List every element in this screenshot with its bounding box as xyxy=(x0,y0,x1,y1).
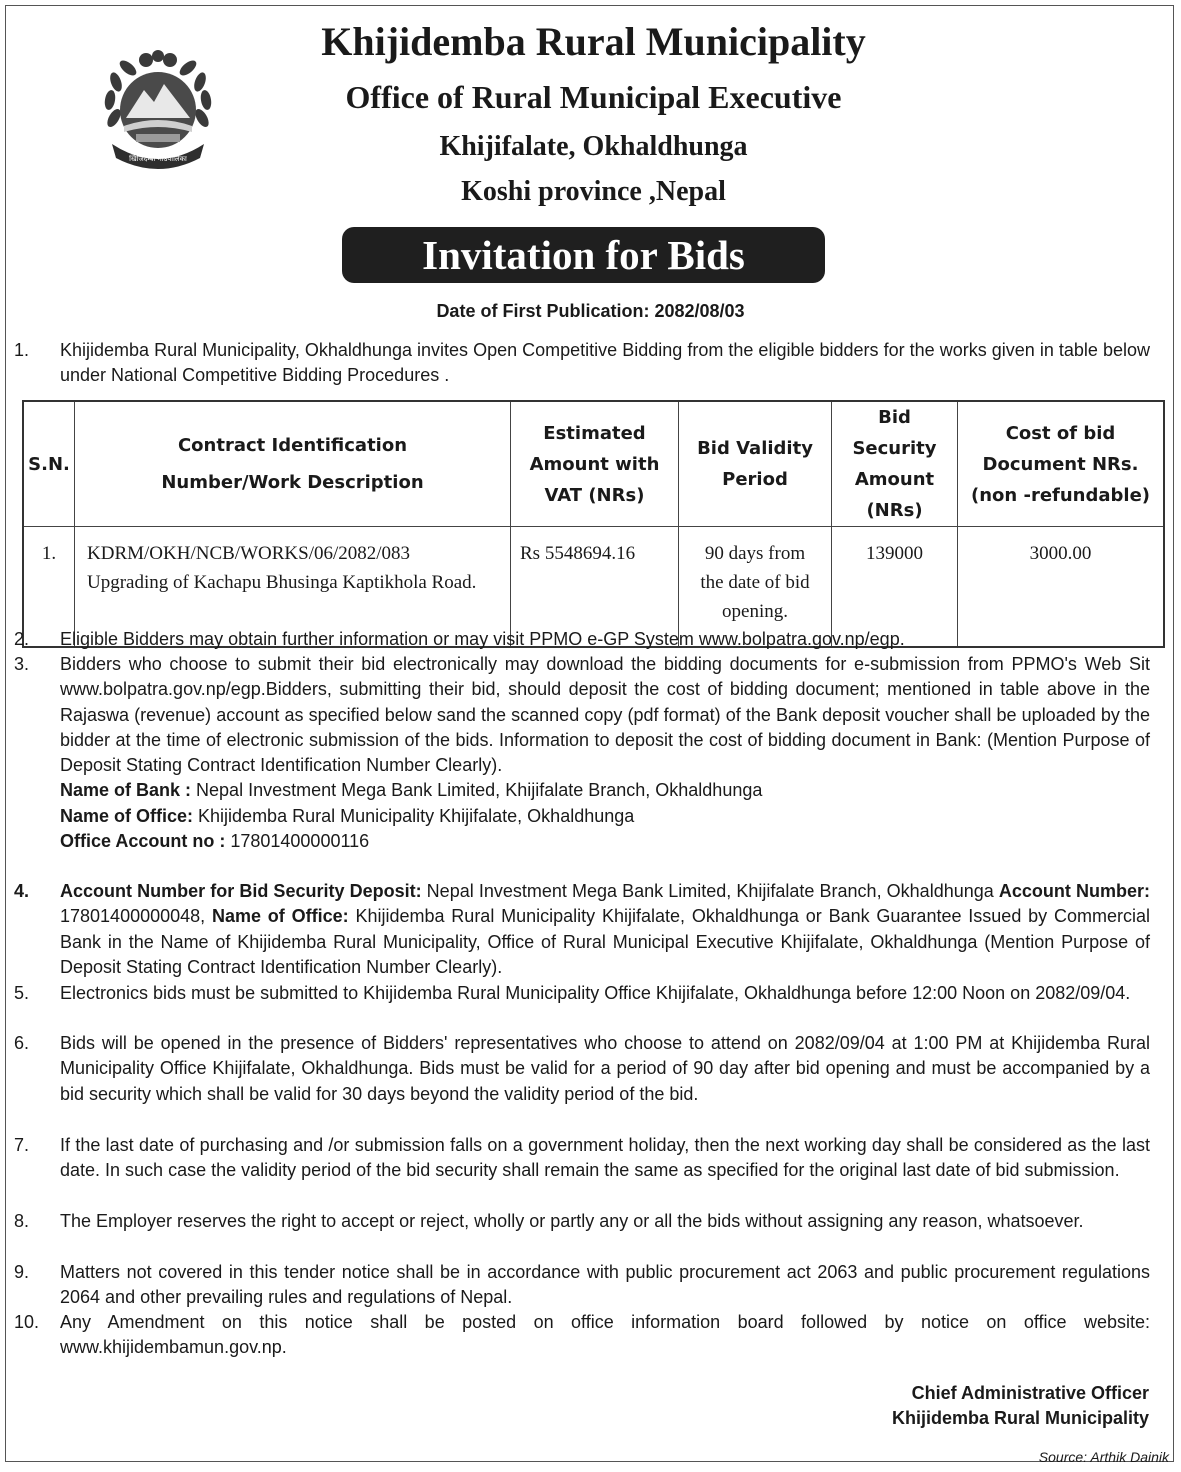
cell-validity: 90 days from the date of bid opening. xyxy=(679,527,832,648)
office-location: Khijifalate, Okhaldhunga xyxy=(439,131,748,162)
publication-date: Date of First Publication: 2082/08/03 xyxy=(436,301,745,321)
cell-security: 139000 xyxy=(832,527,958,648)
clause-4: 4. Account Number for Bid Security Deposit: Nepal Investment Mega Bank Limited, Khijifalate Branch, Okhaldhunga Account Number: 17801400000048, Name of Office: Khijidemba Rural Municipality Khijifalate, Okhaldhunga or Bank Guarantee Issued by Commercial Bank in the Name of Khijidemba Rural Municipality, Office of Rural Municipal Executive Khijifalate, Okhaldhunga (Mention Purpose of Deposit Stating Contract Identification Number Clearly). xyxy=(14,881,1150,977)
cell-cost: 3000.00 xyxy=(958,527,1165,648)
signatory-org: Khijidemba Rural Municipality xyxy=(891,1408,1149,1428)
header-amount: Estimated Amount with VAT (NRs) xyxy=(511,401,679,527)
clause-text: Bidders who choose to submit their bid electronically may download the bidding documents for e-submission from PPMO's Web Sit www.bolpatra.gov.np/egp.Bidders, submitting their bid, should deposit the cost of bidding document; mentioned in table above in the Rajaswa (revenue) account as specified below sand the scanned copy (pdf format) of the Bank deposit voucher shall be uploaded by the bidder at the time of electronic submission of the bids. Information to deposit the cost of bidding document in Bank: (Mention Purpose of Deposit Stating Contract Identification Number Clearly). xyxy=(60,654,1150,776)
clause-7: 7. If the last date of purchasing and /or submission falls on a government holiday, then the next working day shall be considered as the last date. In such case the validity period of the bid security shall remain the same as specified for the original last date of bid submission. xyxy=(14,1135,1150,1181)
signatory-title: Chief Administrative Officer xyxy=(911,1383,1149,1403)
bank-name-line: Name of Bank : Nepal Investment Mega Bank Limited, Khijifalate Branch, Okhaldhunga xyxy=(60,780,763,801)
header-sn: S.N. xyxy=(23,401,75,527)
header-contract: Contract Identification Number/Work Description xyxy=(75,401,511,527)
cell-amount: Rs 5548694.16 xyxy=(511,527,679,648)
clause-8: 8. The Employer reserves the right to accept or reject, wholly or partly any or all the bids without assigning any reason, whatsoever. xyxy=(14,1211,1084,1231)
clause-9: 9. Matters not covered in this tender notice shall be in accordance with public procurement act 2063 and public procurement regulations 2064 and other prevailing rules and regulations of Nepal. xyxy=(14,1262,1150,1308)
header-cost: Cost of bid Document NRs. (non -refundable) xyxy=(958,401,1165,527)
clause-2: 2. Eligible Bidders may obtain further information or may visit PPMO e-GP System www.bolpatra.gov.np/egp. xyxy=(14,629,905,649)
office-name: Office of Rural Municipal Executive xyxy=(345,79,842,115)
contract-id: KDRM/OKH/NCB/WORKS/06/2082/083 xyxy=(87,543,411,564)
table-header-row xyxy=(23,401,1164,527)
province-name: Koshi province ,Nepal xyxy=(461,176,726,207)
source-credit: Source: Arthik Dainik xyxy=(1038,1449,1169,1465)
work-description: Upgrading of Kachapu Bhusinga Kaptikhola Road. xyxy=(87,572,477,593)
emblem-motto: खिजिदेम्बा गाउँपालिका xyxy=(129,155,187,163)
clause-text: Khijidemba Rural Municipality, Okhaldhunga invites Open Competitive Bidding from the eligible bidders for the works given in table below under National Competitive Bidding Procedures . xyxy=(60,340,1150,386)
header-security: Bid Security Amount (NRs) xyxy=(832,401,958,527)
office-name-line: Name of Office: Khijidemba Rural Municipality Khijifalate, Okhaldhunga xyxy=(60,805,635,826)
municipality-name: Khijidemba Rural Municipality xyxy=(321,19,866,64)
office-account-line: Office Account no : 17801400000116 xyxy=(60,831,370,852)
bid-table xyxy=(22,400,1165,648)
notice-title: Invitation for Bids xyxy=(342,227,825,283)
clause-6: 6. Bids will be opened in the presence of Bidders' representatives who choose to attend on 2082/09/04 at 1:00 PM at Khijidemba Rural Municipality Office Khijifalate, Okhaldhunga. Bids must be valid for a period of 90 day after bid opening and must be accompanied by a bid security which shall be valid for 30 days beyond the validity period of the bid. xyxy=(14,1033,1150,1104)
cell-sn: 1. xyxy=(23,527,75,648)
clause-5: 5. Electronics bids must be submitted to Khijidemba Rural Municipality Office Khijifalate, Okhaldhunga before 12:00 Noon on 2082/09/04. xyxy=(14,983,1131,1003)
clause-number: 1. xyxy=(14,340,30,360)
header-validity: Bid Validity Period xyxy=(679,401,832,527)
clause-3: 3. Bidders who choose to submit their bid electronically may download the bidding documents for e-submission from PPMO's Web Sit www.bolpatra.gov.np/egp.Bidders, submitting their bid, should deposit the cost of bidding document; mentioned in table above in the Rajaswa (revenue) account as specified below sand the scanned copy (pdf format) of the Bank deposit voucher shall be uploaded by the bidder at the time of electronic submission of the bids. Information to deposit the cost of bidding document in Bank: (Mention Purpose of Deposit Stating Contract Identification Number Clearly). Name of Bank : Nepal Investment Mega Bank Limited, Khijifalate Branch, Okhaldhunga Name of Office: Khijidemba Rural Municipality Khijifalate, Okhaldhunga Office Account no : 17801400000116 xyxy=(14,652,1150,854)
clause-1 xyxy=(14,338,1150,389)
clause-10: 10. Any Amendment on this notice shall be posted on office information board followed by notice on office website: www.khijidembamun.gov.np. xyxy=(14,1312,1150,1358)
